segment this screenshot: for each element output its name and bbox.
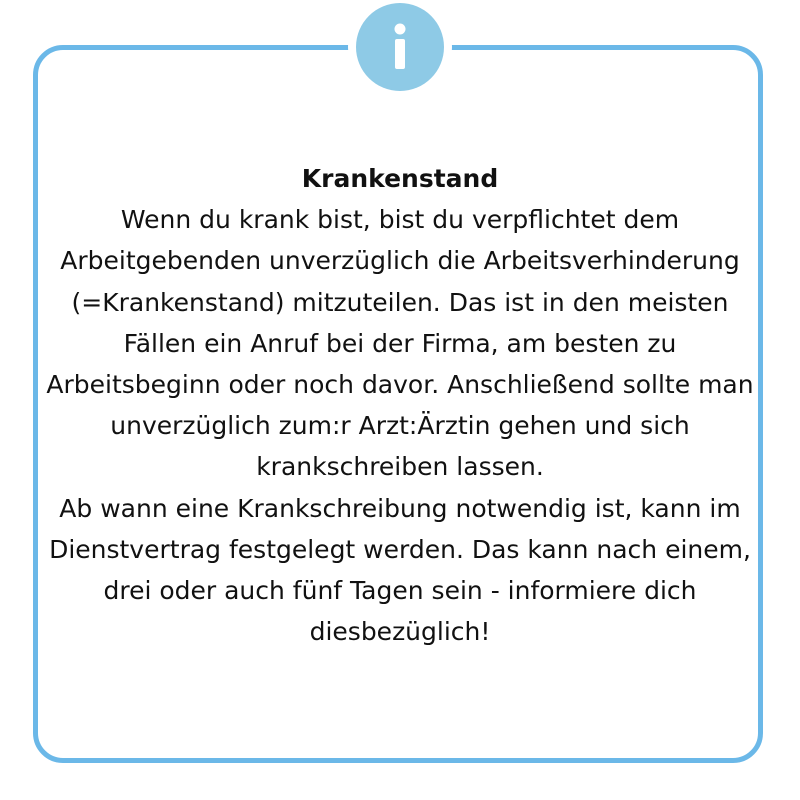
info-paragraph-1: Wenn du krank bist, bist du verpflichtet dem Arbeitgebenden unverzüglich die Arbeitsverhinderung (=Krankenstand) mitzuteilen. Das ist in den meisten Fällen ein Anruf bei der Firma, am besten zu Arbeitsbeginn oder noch davor. Anschließend sollte man unverzüglich zum:r Arzt:Ärztin gehen und sich krankschreiben lassen. bbox=[46, 205, 754, 482]
info-title: Krankenstand bbox=[301, 164, 499, 193]
info-text bbox=[40, 158, 760, 652]
info-paragraph-2: Ab wann eine Krankschreibung notwendig ist, kann im Dienstvertrag festgelegt werden. Das kann nach einem, drei oder auch fünf Tagen sein - informiere dich diesbezüglich! bbox=[49, 493, 751, 647]
info-badge bbox=[356, 3, 444, 91]
info-icon bbox=[356, 3, 444, 91]
